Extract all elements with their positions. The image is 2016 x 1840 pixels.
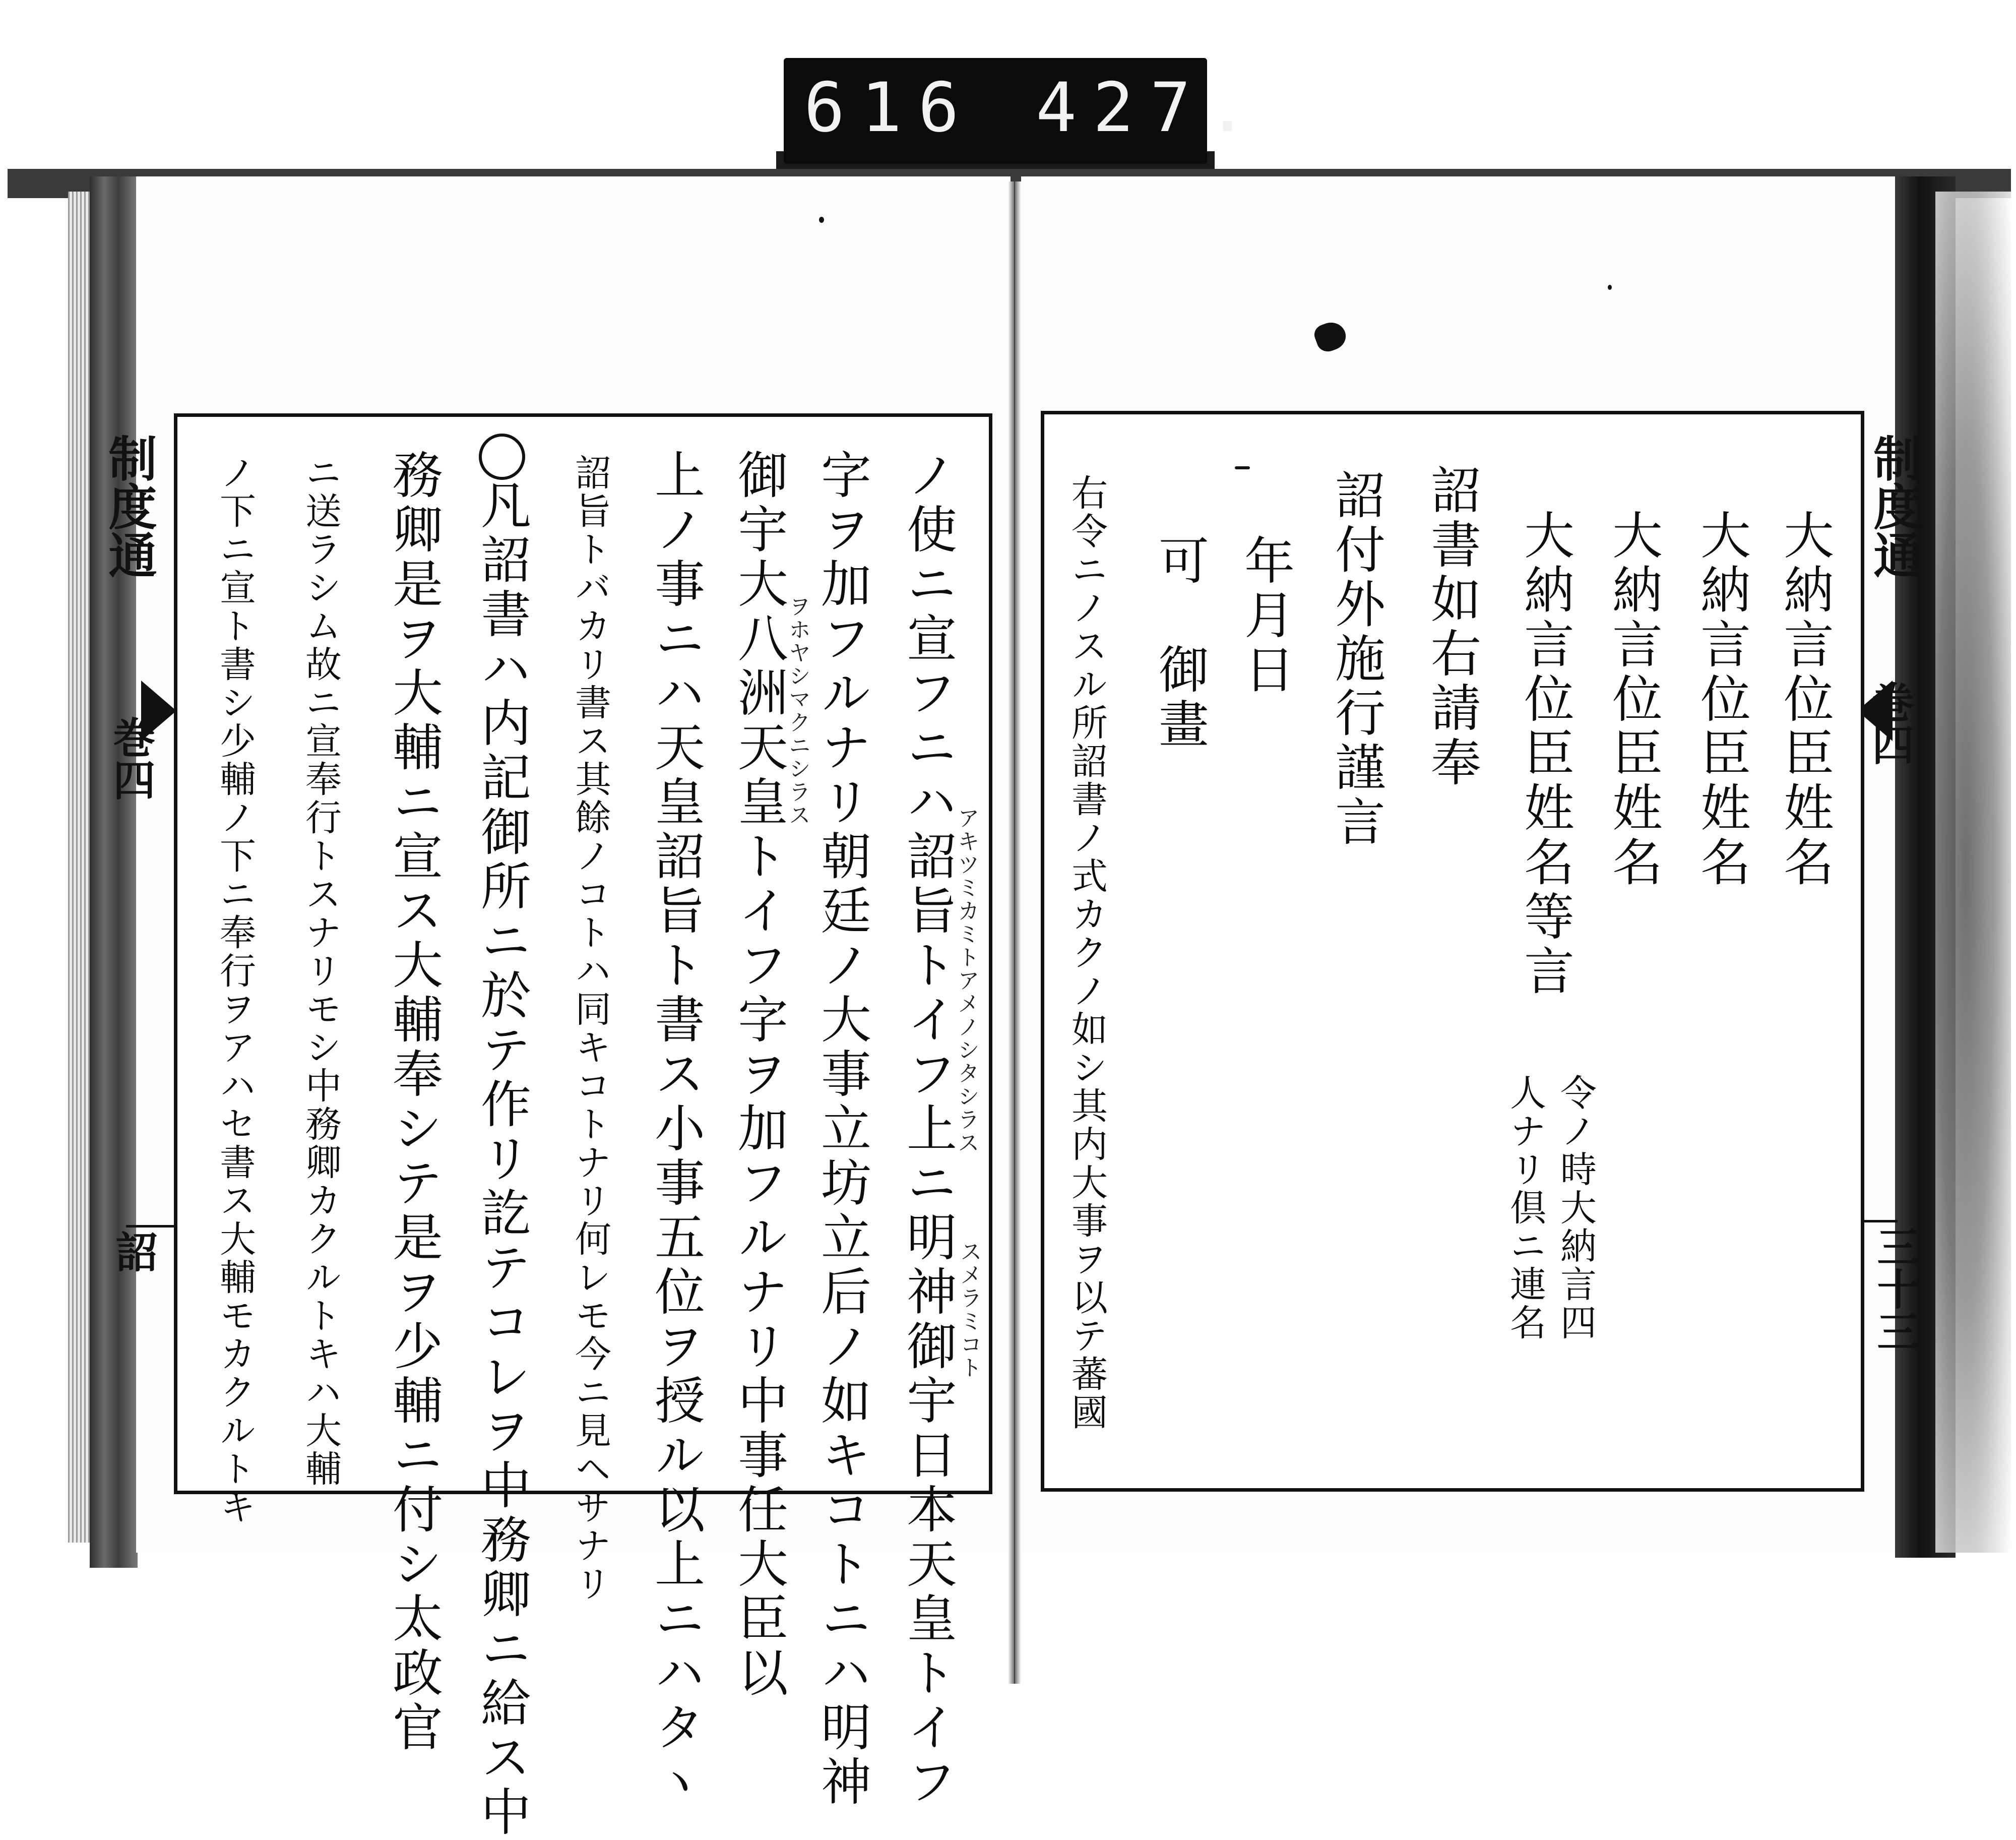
left-column-2: 字ヲ加フルナリ朝廷ノ大事立坊立后ノ如キコトニハ明神 xyxy=(812,449,871,1810)
left-column-6: 凡詔書ハ内記御所ニ於テ作リ訖テコレヲ中務卿ニ給ス中 xyxy=(472,479,531,1840)
left-ruby-3: ヲホヤシマクニシラス xyxy=(785,595,810,827)
right-column-5: 詔書如右請奉 xyxy=(1422,464,1481,790)
scan-speck xyxy=(1235,466,1250,469)
left-column-9: ノ下ニ宣ト書シ少輔ノ下ニ奉行ヲアハセ書ス大輔モカクルトキ xyxy=(214,454,256,1526)
right-note-2: 人ナリ倶ニ連名 xyxy=(1504,1074,1546,1342)
right-column-8: 可 御畫 xyxy=(1150,534,1209,752)
left-page-stack xyxy=(68,192,91,1543)
film-tag-left-number: 616 xyxy=(804,68,975,147)
left-column-8: ニ送ラシム故ニ宣奉行トスナリモシ中務卿カクルトキハ大輔 xyxy=(299,454,342,1488)
right-marginal-page: 三十三 xyxy=(1870,1225,1920,1352)
left-column-5: 詔旨トバカリ書ス其餘ノコトハ同キコトナリ何レモ今ニ見ヘサナリ xyxy=(569,454,611,1603)
film-tag-right-number: 427. xyxy=(1036,68,1265,147)
left-ruby-2: スメラミコト xyxy=(956,1240,982,1379)
left-marginal-rule xyxy=(126,1225,174,1228)
right-column-9: 右令ニノスル所詔書ノ式カクノ如シ其内大事ヲ以テ蕃國 xyxy=(1065,474,1108,1432)
book-gutter xyxy=(1008,181,1021,1684)
right-column-2: 大納言位臣姓名 xyxy=(1692,509,1751,890)
right-column-1: 大納言位臣姓名 xyxy=(1775,509,1834,890)
left-marginal-title: 制度通 xyxy=(101,434,158,579)
left-ruby-1: アキツミカミトアメノシタシラス xyxy=(954,807,979,1154)
left-column-3: 御宇大八洲天皇トイフ字ヲ加フルナリ中事任大臣以 xyxy=(729,449,788,1701)
right-column-6: 詔付外施行謹言 xyxy=(1327,469,1385,850)
right-column-3: 大納言位臣姓名 xyxy=(1604,509,1663,890)
right-edge-shadow xyxy=(1935,192,2011,1553)
left-marginal-note: 詔 xyxy=(109,1230,159,1272)
left-column-7: 務卿是ヲ大輔ニ宣ス大輔奉シテ是ヲ少輔ニ付シ太政官 xyxy=(384,449,443,1755)
film-tag xyxy=(784,58,1265,164)
scan-speck xyxy=(819,217,824,223)
right-column-4: 大納言位臣姓名等言 xyxy=(1516,509,1574,999)
paragraph-circle-mark xyxy=(479,434,525,480)
left-column-4: 上ノ事ニハ天皇詔旨ト書ス小事五位ヲ授ル以上ニハタヽ xyxy=(646,449,705,1810)
scan-speck xyxy=(1608,285,1612,290)
right-marginal-volume: 巻四 xyxy=(1865,681,1915,765)
left-book-edge xyxy=(90,176,138,1568)
left-column-1: ノ使ニ宣フニハ詔旨トイフ上ニ明神御宇日本天皇トイフ xyxy=(898,449,957,1810)
right-marginal-title: 制度通 xyxy=(1866,434,1923,579)
left-marginal-volume: 巻四 xyxy=(106,716,156,801)
right-note-1: 令ノ時大納言四 xyxy=(1554,1074,1597,1342)
right-column-7: 年月日 xyxy=(1236,534,1295,698)
